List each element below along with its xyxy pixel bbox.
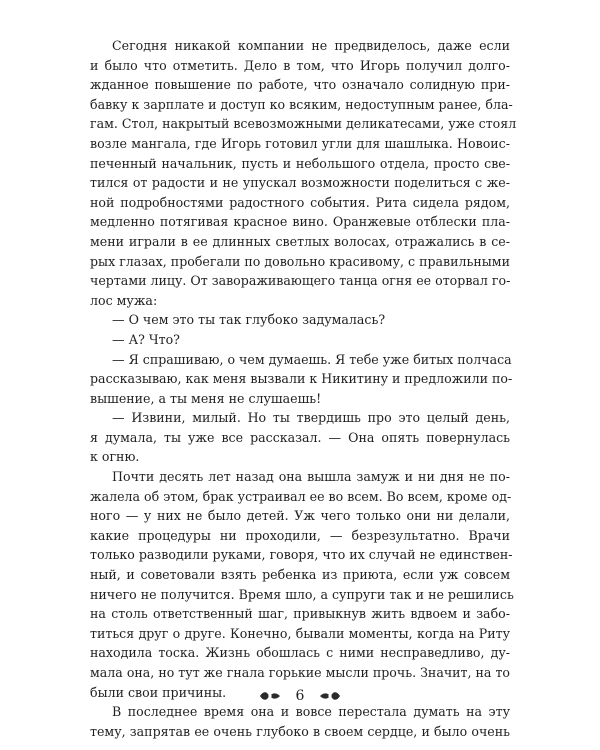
text-line: тился от радости и не упускал возможности поделиться с же- [90,175,510,191]
text-line: — А? Что? [112,331,180,347]
page-footer [0,686,600,706]
text-line: рассказываю, как меня вызвали к Никитину и предложили по- [90,371,513,387]
text-line: находила тоска. Жизнь обошлась с ними несправедливо, ду- [90,645,510,661]
text-line: к огню. [90,449,140,465]
text-line: чертами лицу. От завораживающего танца огня ее оторвал го- [90,273,511,289]
text-line: ный, и советовали взять ребенка из приюта, если уж совсем [90,567,510,583]
text-line: на столь ответственный шаг, привыкнув жить вдвоем и забо- [90,606,510,622]
text-line: только разводили руками, говоря, что их случай не единствен- [90,547,513,563]
text-line: бавку к зарплате и доступ ко всяким, недоступным ранее, бла- [90,96,513,112]
text-line: лос мужа: [90,292,158,308]
text-line: титься друг о друге. Конечно, бывали моменты, когда на Риту [90,625,510,641]
text-line: возле мангала, где Игорь готовил угли для шашлыка. Новоис- [90,135,510,151]
text-line: ной подробностями радостного события. Рита сидела рядом, [90,194,510,210]
text-line: — Я спрашиваю, о чем думаешь. Я тебе уже битых полчаса [112,351,512,367]
text-line: и было что отметить. Дело в том, что Игорь получил долго- [90,57,510,73]
text-line: я думала, ты уже все рассказал. — Она опять повернулась [90,429,510,445]
text-line: медленно потягивая красное вино. Оранжевые отблески пла- [90,214,510,230]
text-line: мени играли в ее длинных светлых волосах, отражались в се- [90,233,510,249]
floral-ornament-left-icon [258,690,282,702]
text-line: Почти десять лет назад она вышла замуж и ни дня не по- [112,469,510,485]
floral-ornament-right-icon [318,690,342,702]
text-line: жалела об этом, брак устраивал ее во всем. Во всем, кроме од- [90,488,512,504]
text-line: печенный начальник, пусть и небольшого отдела, просто све- [90,155,510,171]
text-line: Сегодня никакой компании не предвиделось, даже если [112,38,510,53]
text-line: гам. Стол, накрытый всевозможными деликатесами, уже стоял [90,116,517,132]
page-number: 6 [295,688,305,704]
text-line: мала она, но тут же гнала горькие мысли прочь. Значит, на то [90,665,510,680]
text-line: — Извини, милый. Но ты твердишь про это целый день, [112,410,510,426]
text-line: какие процедуры ни проходили, — безрезультатно. Врачи [90,527,510,543]
text-line: — О чем это ты так глубоко задумалась? [112,312,386,328]
text-line: рых глазах, пробегали по довольно красивому, с правильными [90,253,510,269]
text-line: тему, запрятав ее очень глубоко в своем сердце, и было очень [90,723,510,739]
text-line: были свои причины. [90,684,227,700]
text-line: В последнее время она и вовсе перестала думать на эту [112,704,510,720]
text-line: ничего не получится. Время шло, а супруги так и не решились [90,586,514,602]
text-line: жданное повышение по работе, что означало солидную при- [90,77,510,93]
text-line: вышение, а ты меня не слушаешь! [90,390,322,406]
body-text [90,36,517,741]
text-line: ного — у них не было детей. Уж чего только они ни делали, [90,508,510,524]
